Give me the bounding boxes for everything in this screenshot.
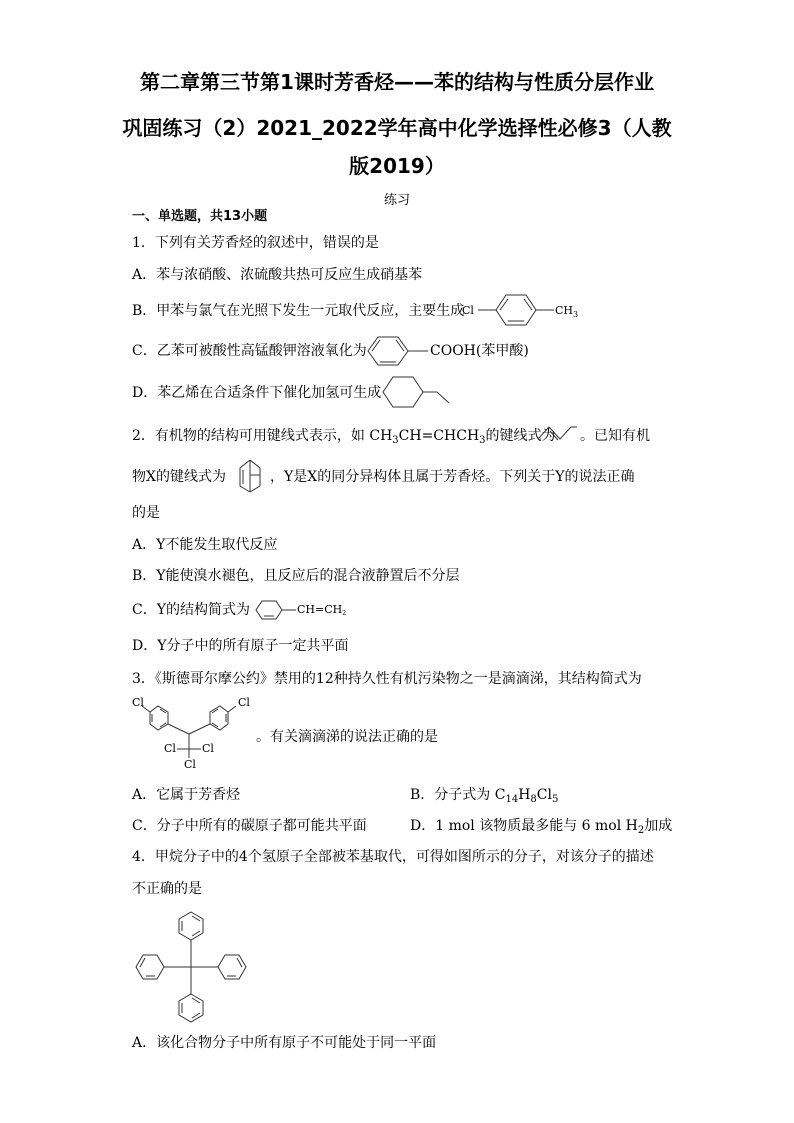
q4-stem-line-1: 4．甲烷分子中的4个氢原子全部被苯基取代，可得如图所示的分子，对该分子的描述 [132,849,654,865]
q3-option-b: B．分子式为 $C_{14}H_8Cl_5$ [410,787,559,805]
page-title-line-3: 版2019） [349,154,445,178]
section-heading: 一、单选题，共13小题 [132,209,268,224]
q1-option-d [132,384,381,402]
styrene-structure [254,598,350,624]
q4-option-a: A．该化合物分子中所有原子不可能处于同一平面 [132,1035,437,1051]
q2-option-d: D．Y分子中的所有原子一定共平面 [132,638,349,654]
q2-option-a: A．Y不能发生取代反应 [132,537,278,553]
q3-stem-tail: 。有关滴滴涕的说法正确的是 [256,729,438,745]
page-subtitle: 练习 [383,193,410,208]
q2-stem-line-2: 物X的键线式为 [132,469,226,485]
q1-option-d-text: D．苯乙烯在合适条件下催化加氢可生成 [132,385,382,401]
benzoic-acid-label: COOH(苯甲酸) [430,343,529,359]
ddt-cl-label-5: Cl [184,758,196,771]
q1-option-b [132,302,464,320]
ethylcyclohexane-structure [381,374,453,410]
q1-option-b-text: B．甲苯与氯气在光照下发生一元取代反应，主要生成 [132,303,465,319]
page-title-line-1: 第二章第三节第1课时芳香烃——苯的结构与性质分层作业 [140,70,654,94]
ddt-cl-label-1: Cl [132,696,144,709]
methyl-label: $CH_3$ [555,304,579,319]
q1-stem: 1．下列有关芳香烃的叙述中，错误的是 [132,235,379,251]
chloro-label: Cl [462,304,474,317]
q1-option-c-text: C．乙苯可被酸性高锰酸钾溶液氧化为 [132,343,367,359]
q2-stem-line-1: 2．有机物的结构可用键线式表示，如 $CH_3CH=CHCH_3$的键线式为 [132,428,556,446]
q2-stem-line-3: 的是 [132,505,160,521]
page-title-line-2: 巩固练习（2）2021_2022学年高中化学选择性必修3（人教 [122,116,672,140]
q1-option-a: A．苯与浓硝酸、浓硫酸共热可反应生成硝基苯 [132,267,423,283]
tetraphenylmethane-structure [132,910,250,1026]
vinyl-label: CH=CH2 [297,603,347,617]
ddt-cl-label-2: Cl [238,696,250,709]
benzoic-acid-ring [366,334,430,368]
q3-option-a: A．它属于芳香烃 [132,787,241,803]
q3-option-c: C．分子中所有的碳原子都可能共平面 [132,818,367,834]
q2-option-b: B．Y能使溴水褪色，且反应后的混合液静置后不分层 [132,568,460,584]
ddt-structure [130,694,254,774]
q2-option-c: C．Y的结构简式为 [132,602,250,618]
q1-option-c [132,342,367,360]
q3-stem: 3．《斯德哥尔摩公约》禁用的12种持久性有机污染物之一是滴滴涕，其结构简式为 [132,671,642,687]
butene-skeletal-formula [536,424,580,442]
q4-stem-line-2: 不正确的是 [132,881,202,897]
q2-stem-line-1-tail: 。已知有机 [580,428,650,444]
p-chlorotoluene-structure [462,292,582,328]
bicyclic-structure-x [234,458,268,494]
q3-option-d: D．1 mol 该物质最多能与 6 mol $H_2$加成 [410,818,673,836]
ddt-cl-label-4: Cl [202,742,214,755]
ddt-cl-label-3: Cl [164,742,176,755]
q2-stem-line-2-tail: ，Y是X的同分异构体且属于芳香烃。下列关于Y的说法正确 [270,469,635,485]
